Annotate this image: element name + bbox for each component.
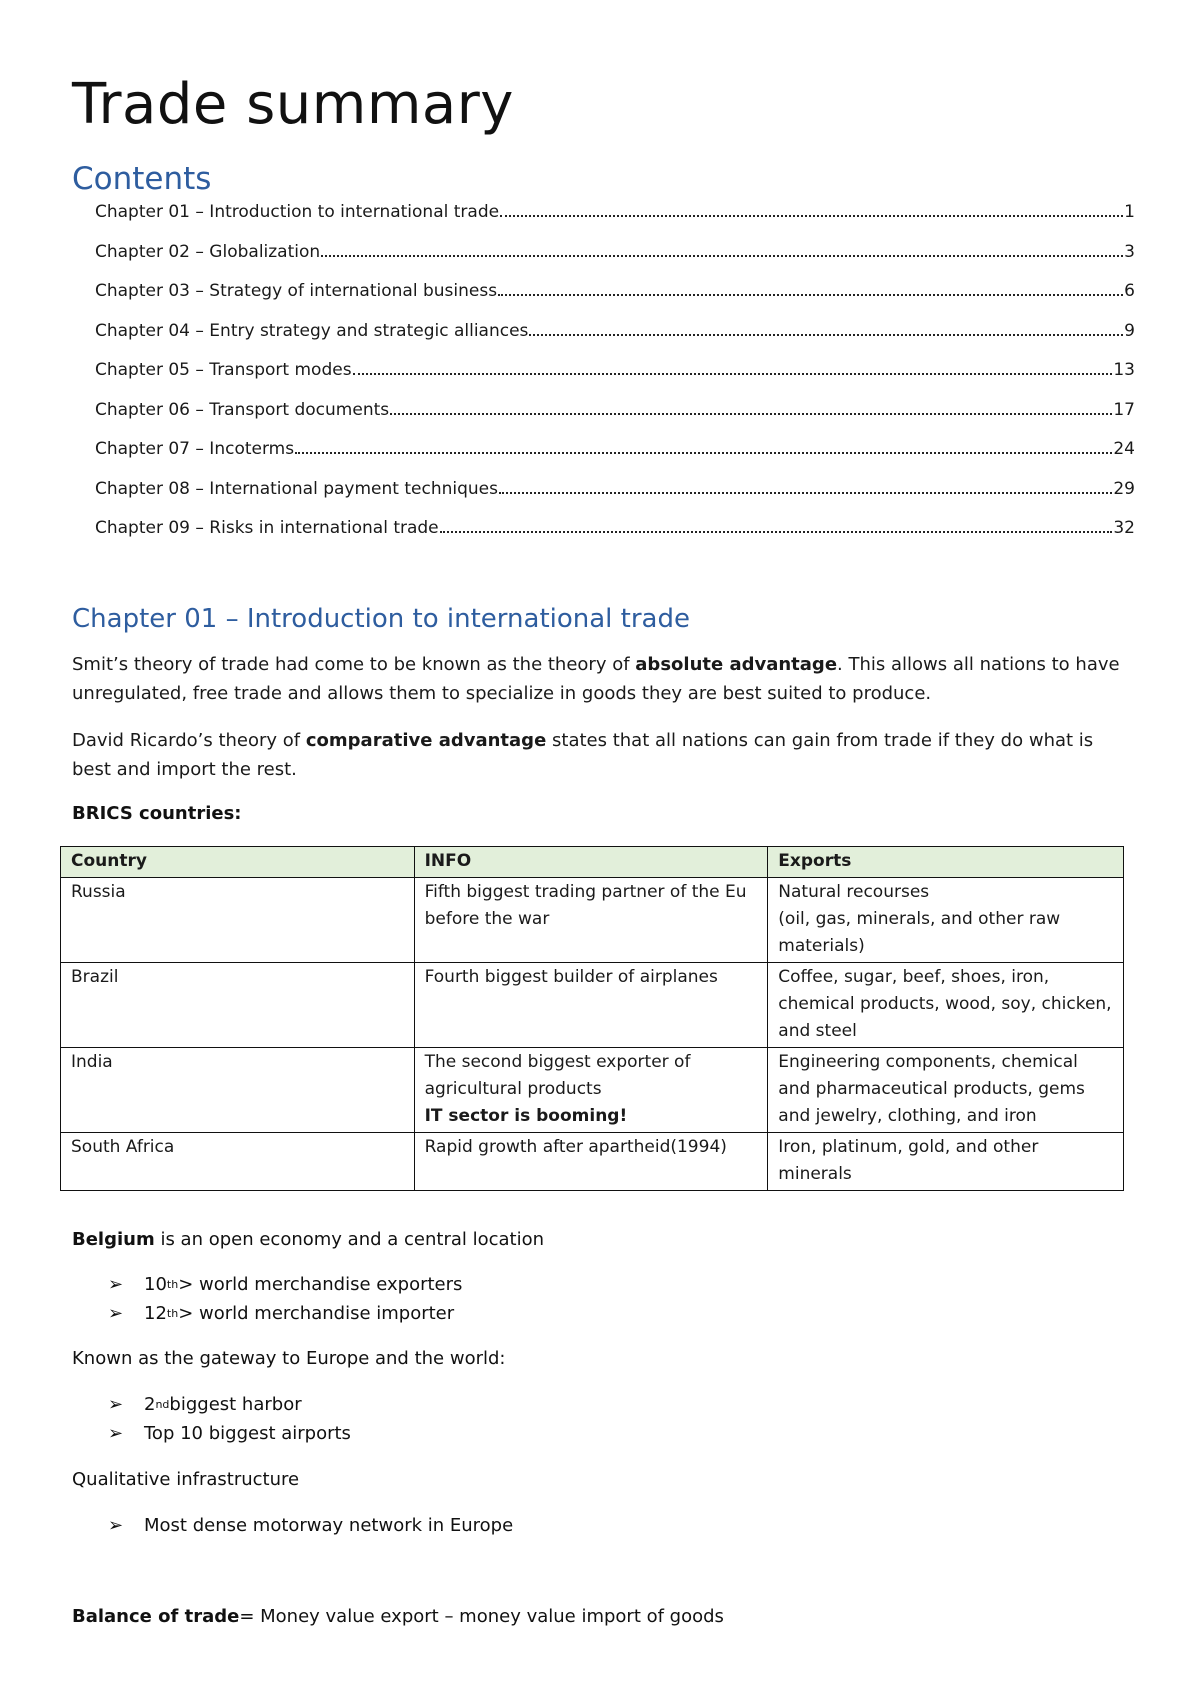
cell-info: Fifth biggest trading partner of the Eu before the war — [414, 878, 768, 963]
toc-entry-label: Chapter 02 – Globalization — [95, 241, 321, 262]
bullet-number: 10 — [144, 1274, 167, 1295]
ordinal-suffix: th — [166, 1278, 179, 1291]
arrow-bullet-icon: ➢ — [108, 1394, 124, 1415]
toc-entry[interactable] — [95, 439, 1135, 479]
table-header-row — [61, 847, 1124, 878]
arrow-bullet-icon: ➢ — [108, 1303, 124, 1324]
toc-leader-dots — [498, 281, 1123, 296]
paragraph-text: Smit’s theory of trade had come to be known as the theory of — [72, 654, 636, 675]
bullet-number: 12 — [144, 1303, 167, 1324]
cell-exports — [768, 878, 1124, 963]
qualitative-bullet-list — [108, 1511, 513, 1540]
toc-leader-dots — [529, 321, 1123, 336]
table-row — [61, 1133, 1124, 1191]
bullet-number: 2 — [144, 1394, 156, 1415]
belgium-text: is an open economy and a central location — [154, 1229, 545, 1250]
paragraph-bold-term: absolute advantage — [635, 654, 838, 675]
arrow-bullet-icon: ➢ — [108, 1515, 124, 1536]
column-header-country: Country — [61, 847, 415, 878]
absolute-advantage-paragraph — [72, 650, 1132, 708]
paragraph-text: states that all nations can gain from trade if they do what is best and import the rest. — [72, 730, 1094, 780]
bullet-text: biggest harbor — [169, 1394, 302, 1415]
arrow-bullet-icon: ➢ — [108, 1423, 124, 1444]
toc-entry[interactable] — [95, 518, 1135, 558]
balance-text: = Money value export – money value import of goods — [239, 1606, 724, 1627]
cell-country: Brazil — [61, 963, 415, 1048]
toc-leader-dots — [321, 242, 1123, 257]
list-item — [108, 1390, 351, 1419]
toc-entry[interactable] — [95, 400, 1135, 440]
cell-exports: Engineering components, chemical and pharmaceutical products, gems and jewelry, clothing, and iron — [768, 1048, 1124, 1133]
toc-entry[interactable] — [95, 321, 1135, 361]
paragraph-bold-term: comparative advantage — [305, 730, 547, 751]
info-line-bold: IT sector is booming! — [424, 1106, 628, 1126]
toc-entry-label: Chapter 08 – International payment techniques — [95, 478, 498, 499]
toc-entry-page: 3 — [1124, 241, 1135, 262]
toc-entry-page: 29 — [1113, 478, 1135, 499]
table-row — [61, 878, 1124, 963]
list-item — [108, 1299, 462, 1328]
toc-entry-page: 6 — [1124, 281, 1135, 301]
toc-entry[interactable] — [95, 242, 1135, 282]
toc-entry-page: 24 — [1113, 439, 1135, 459]
exports-line: Natural recourses — [778, 882, 930, 902]
column-header-exports: Exports — [768, 847, 1124, 878]
cell-country: India — [61, 1048, 415, 1133]
gateway-bullet-list — [108, 1390, 351, 1448]
document-title: Trade summary — [72, 72, 514, 137]
paragraph-text: . This allows all nations to have unregulated, free trade and allows them to specialize in goods they are best suited to produce. — [72, 654, 1120, 704]
toc-entry-label: Chapter 07 – Incoterms — [95, 439, 295, 459]
toc-entry-label: Chapter 04 – Entry strategy and strategic alliances — [95, 320, 529, 341]
contents-heading: Contents — [72, 161, 212, 197]
toc-leader-dots — [500, 202, 1123, 217]
table-of-contents — [95, 202, 1135, 558]
bullet-text: > world merchandise importer — [178, 1303, 455, 1324]
table-row — [61, 1048, 1124, 1133]
ordinal-suffix: nd — [155, 1398, 170, 1411]
cell-exports: Coffee, sugar, beef, shoes, iron, chemical products, wood, soy, chicken, and steel — [768, 963, 1124, 1048]
toc-entry-page: 32 — [1113, 518, 1135, 538]
paragraph-text: David Ricardo’s theory of — [72, 730, 306, 751]
toc-entry[interactable] — [95, 360, 1135, 400]
balance-bold: Balance of trade — [72, 1606, 240, 1627]
toc-entry-label: Chapter 01 – Introduction to international trade — [95, 202, 500, 222]
cell-info: Fourth biggest builder of airplanes — [414, 963, 768, 1048]
toc-leader-dots — [440, 518, 1113, 533]
list-item — [108, 1270, 462, 1299]
cell-info: Rapid growth after apartheid(1994) — [414, 1133, 768, 1191]
list-item — [108, 1419, 351, 1448]
toc-leader-dots — [390, 400, 1112, 415]
exports-line: (oil, gas, minerals, and other raw materials) — [778, 909, 1061, 956]
balance-of-trade-paragraph — [72, 1606, 724, 1627]
toc-entry-label: Chapter 06 – Transport documents — [95, 399, 390, 420]
bullet-text: Most dense motorway network in Europe — [144, 1515, 514, 1536]
cell-country: South Africa — [61, 1133, 415, 1191]
cell-exports: Iron, platinum, gold, and other minerals — [768, 1133, 1124, 1191]
comparative-advantage-paragraph — [72, 726, 1132, 784]
brics-label: BRICS countries: — [72, 803, 242, 824]
arrow-bullet-icon: ➢ — [108, 1274, 124, 1295]
belgium-bold: Belgium — [72, 1229, 155, 1250]
toc-entry[interactable] — [95, 202, 1135, 242]
toc-entry-page: 13 — [1113, 360, 1135, 380]
toc-leader-dots — [295, 439, 1112, 454]
toc-entry-label: Chapter 05 – Transport modes — [95, 360, 352, 380]
toc-entry-label: Chapter 09 – Risks in international trade — [95, 518, 439, 538]
toc-entry-page: 17 — [1113, 399, 1135, 420]
ordinal-suffix: th — [166, 1307, 179, 1320]
toc-entry-label: Chapter 03 – Strategy of international business — [95, 281, 498, 301]
cell-country: Russia — [61, 878, 415, 963]
toc-entry-page: 1 — [1124, 202, 1135, 222]
toc-entry[interactable] — [95, 479, 1135, 519]
gateway-paragraph: Known as the gateway to Europe and the world: — [72, 1348, 506, 1369]
column-header-info: INFO — [414, 847, 768, 878]
toc-leader-dots — [353, 360, 1113, 375]
toc-entry[interactable] — [95, 281, 1135, 321]
toc-leader-dots — [499, 479, 1112, 494]
chapter-heading: Chapter 01 – Introduction to international trade — [72, 604, 690, 634]
belgium-bullet-list — [108, 1270, 462, 1328]
bullet-text: > world merchandise exporters — [178, 1274, 463, 1295]
table-row — [61, 963, 1124, 1048]
belgium-paragraph — [72, 1229, 544, 1250]
bullet-text: Top 10 biggest airports — [144, 1423, 351, 1444]
cell-info — [414, 1048, 768, 1133]
brics-table — [60, 846, 1124, 1191]
qualitative-paragraph: Qualitative infrastructure — [72, 1469, 300, 1490]
toc-entry-page: 9 — [1124, 320, 1135, 341]
info-line: The second biggest exporter of agricultural products — [424, 1052, 691, 1099]
list-item — [108, 1511, 513, 1540]
